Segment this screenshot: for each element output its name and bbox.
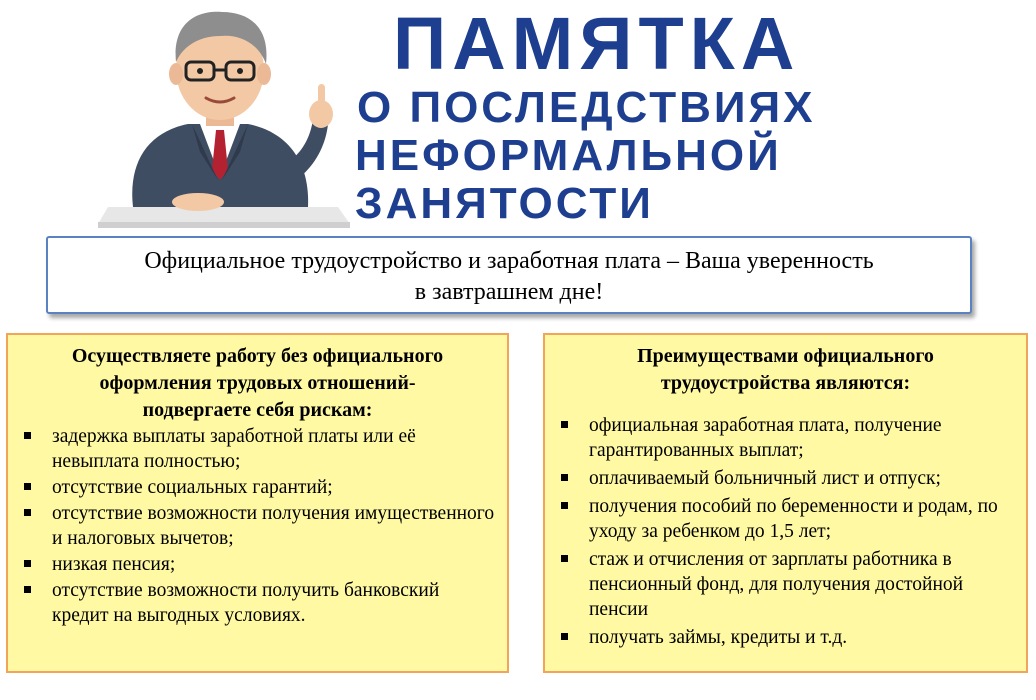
headline-line-4: ЗАНЯТОСТИ <box>355 179 654 228</box>
list-item-text: получать займы, кредиты и т.д. <box>589 627 848 648</box>
headline-line-1: ПАМЯТКА <box>393 2 801 85</box>
risks-panel <box>6 333 509 673</box>
bullet-icon <box>24 560 31 567</box>
businessman-pointing-icon <box>88 2 358 230</box>
list-item <box>8 578 507 628</box>
slogan-box <box>46 236 972 314</box>
benefits-title-line-2: трудоустройства являются: <box>660 372 911 394</box>
benefits-list <box>545 413 1026 650</box>
risks-title-line-2: оформления трудовых отношений- <box>99 372 416 394</box>
slogan-line-2: в завтрашнем дне! <box>414 279 604 305</box>
risks-list <box>8 424 507 628</box>
headline-line-2: О ПОСЛЕДСТВИЯХ <box>357 83 816 132</box>
list-item <box>545 547 1026 622</box>
list-item <box>8 475 507 500</box>
list-item-text: низкая пенсия; <box>52 554 176 575</box>
bullet-icon <box>24 432 31 439</box>
slogan-line-1: Официальное трудоустройство и заработная плата – Ваша уверенность <box>144 248 874 274</box>
bullet-icon <box>24 586 31 593</box>
bullet-icon <box>561 633 568 640</box>
list-item <box>545 625 1026 650</box>
list-item <box>8 552 507 577</box>
risks-title-line-1: Осуществляете работу без официального <box>71 345 444 367</box>
list-item-text: оплачиваемый больничный лист и отпуск; <box>589 468 941 489</box>
list-item-text: отсутствие возможности получить банковский кредит на выгодных условиях. <box>52 580 440 626</box>
list-item <box>8 501 507 551</box>
headline-line-3: НЕФОРМАЛЬНОЙ <box>355 131 782 180</box>
bullet-icon <box>561 421 568 428</box>
bullet-icon <box>561 474 568 481</box>
list-item-text: задержка выплаты заработной платы или её невыплата полностью; <box>52 426 416 472</box>
risks-title-line-3: подвергаете себя рискам: <box>142 399 373 421</box>
bullet-icon <box>561 555 568 562</box>
list-item <box>8 424 507 474</box>
list-item <box>545 466 1026 491</box>
list-item-text: стаж и отчисления от зарплаты работника в пенсионный фонд, для получения достойной пенсии <box>589 549 964 620</box>
benefits-title <box>553 343 1018 397</box>
bullet-icon <box>561 502 568 509</box>
list-item-text: отсутствие возможности получения имущественного и налоговых вычетов; <box>52 503 495 549</box>
risks-title <box>16 343 499 424</box>
bullet-icon <box>24 483 31 490</box>
bullet-icon <box>24 509 31 516</box>
list-item-text: получения пособий по беременности и родам, по уходу за ребенком до 1,5 лет; <box>589 496 998 542</box>
page-headline <box>355 4 1015 228</box>
list-item-text: отсутствие социальных гарантий; <box>52 477 333 498</box>
benefits-title-line-1: Преимуществами официального <box>637 345 934 367</box>
list-item <box>545 494 1026 544</box>
benefits-panel <box>543 333 1028 673</box>
list-item <box>545 413 1026 463</box>
list-item-text: официальная заработная плата, получение гарантированных выплат; <box>589 415 942 461</box>
